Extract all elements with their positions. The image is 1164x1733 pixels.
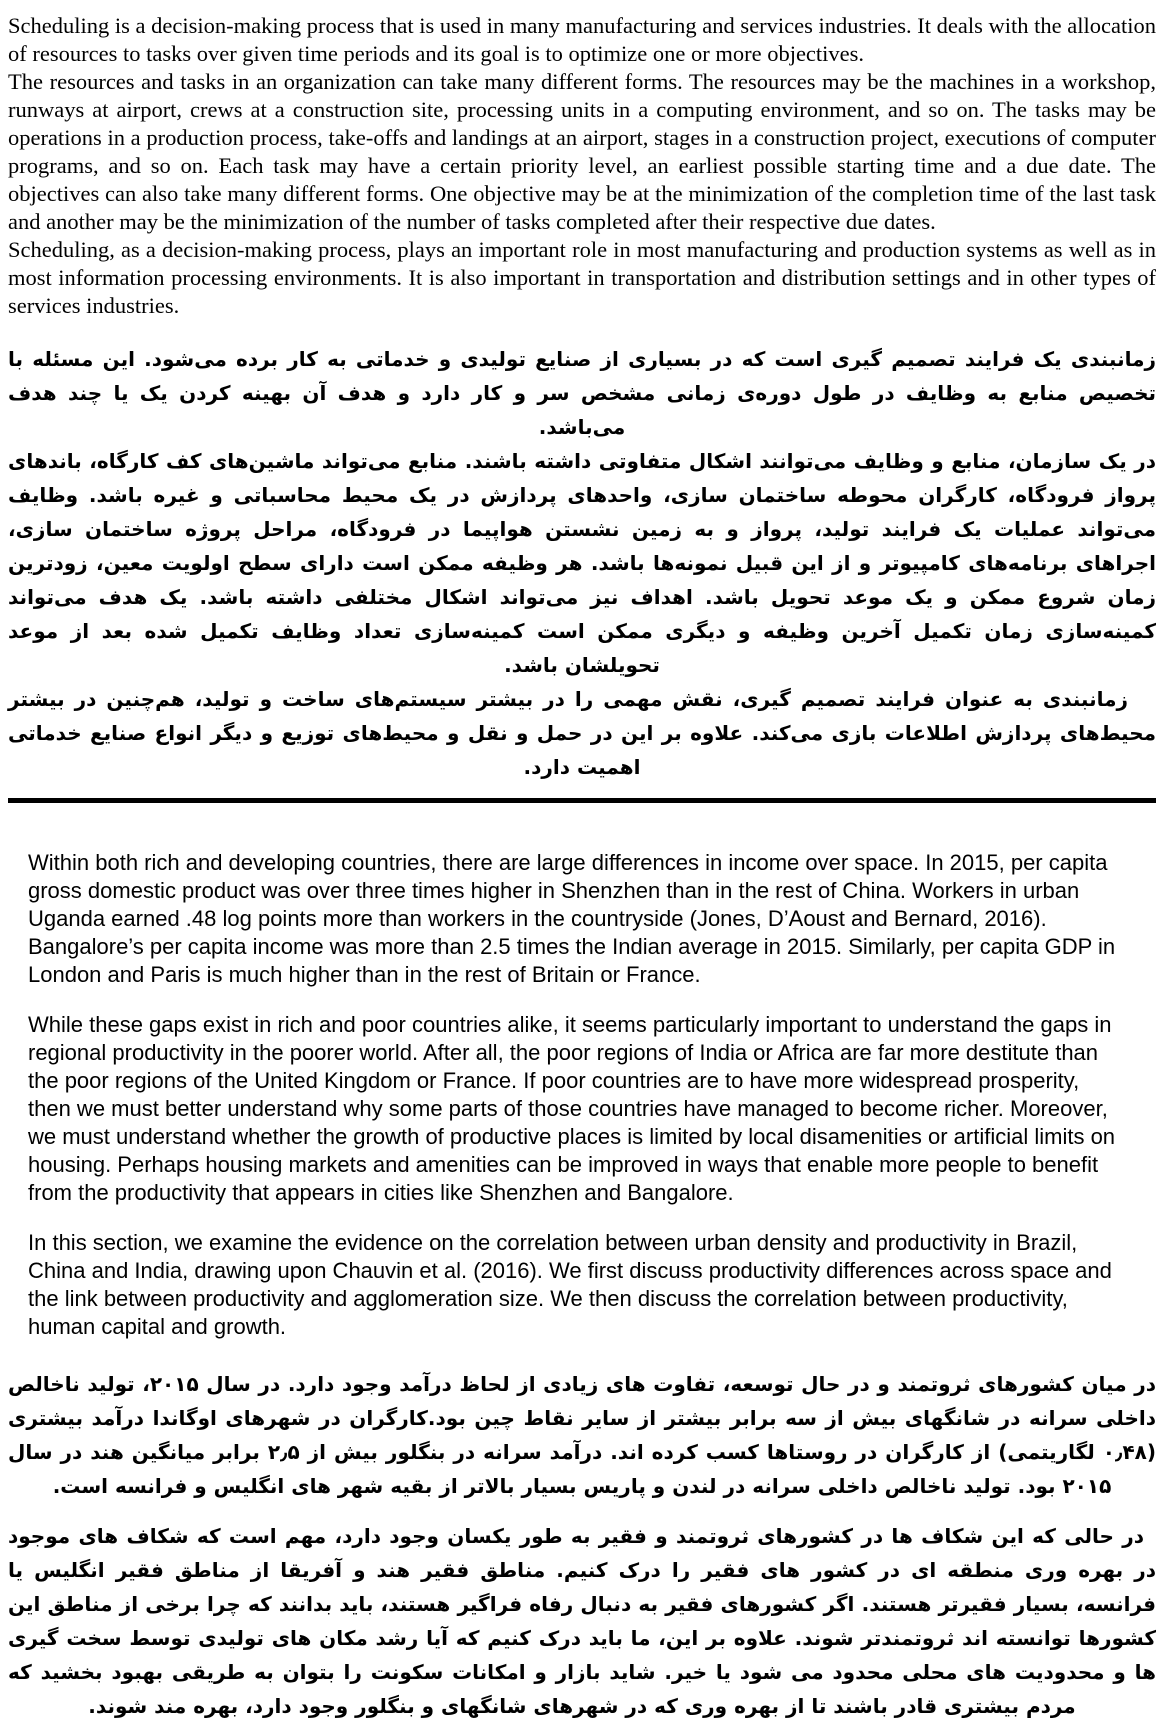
urban-english-paragraph-2: While these gaps exist in rich and poor countries alike, it seems particularly important to understand the gaps in regional productivity in the poorer world. After all, the poor regions of India or Africa are far more destitute than the poor regions of the United Kingdom or France. If poor countries are to have more widespread prosperity, then we must better understand why some parts of those countries have managed to become richer. Moreover, we must understand whether the growth of productive places is limited by local disamenities or artificial limits on housing. Perhaps housing markets and amenities can be improved in ways that enable more people to benefit from the productivity that appears in cities like Shenzhen and Bangalore. <box>28 1012 1116 1205</box>
urban-persian-paragraph-1: در میان کشورهای ثروتمند و در حال توسعه، تفاوت های زیادی از لحاظ درآمد وجود دارد. در سال ۲۰۱۵، تولید ناخالص داخلی سرانه در شانگهای بیش از سه برابر بیشتر از سایر نقاط چین بود.کارگران در شهرهای اوگاندا درآمد بیشتری (۰٫۴۸ لگاریتمی) از کارگران در روستاها کسب کرده اند. درآمد سرانه در بنگلور بیش از ۲٫۵ برابر میانگین هند در سال ۲۰۱۵ بود. تولید ناخالص داخلی سرانه در لندن و پاریس بسیار بالاتر از بقیه شهر های انگلیس و فرانسه است. <box>8 1372 1157 1498</box>
section-scheduling-persian <box>8 342 1156 784</box>
urban-english-paragraph-3: In this section, we examine the evidence on the correlation between urban density and productivity in Brazil, China and India, drawing upon Chauvin et al. (2016). We first discuss productivity differences across space and the link between productivity and agglomeration size. We then discuss the correlation between productivity, human capital and growth. <box>28 1230 1112 1339</box>
scheduling-english-paragraph-3: Scheduling, as a decision-making process, plays an important role in most manufacturing and production systems as well as in most information processing environments. It is also important in transportation and distribution settings and in other types of services industries. <box>8 237 1156 318</box>
scheduling-persian-paragraph-2: در یک سازمان، منابع و وظایف می‌توانند اشکال متفاوتی داشته باشند. منابع می‌تواند ماشین‌های کف کارگاه، باندهای پرواز فرودگاه، کارگران محوطه ساختمان سازی، واحدهای پردازش در یک محیط محاسباتی و غیره باشد. وظایف می‌تواند عملیات یک فرایند تولید، پرواز و به زمین نشستن هواپیما در فرودگاه، مراحل پروژه ساختمان سازی، اجراهای برنامه‌های کامپیوتر و از این قبیل نمونه‌ها باشد. هر وظیفه ممکن است دارای سطح اولویت معین، زودترین زمان شروع ممکن و یک موعد تحویل باشد. اهداف نیز می‌تواند اشکال مختلفی داشته باشد. یک هدف می‌تواند کمینه‌سازی زمان تکمیل آخرین وظیفه و دیگری ممکن است کمینه‌سازی تعداد وظایف تکمیل شده بعد از موعد تحویلشان باشد. <box>8 449 1156 677</box>
section-divider <box>8 798 1156 803</box>
urban-english-paragraph-1: Within both rich and developing countries, there are large differences in income over space. In 2015, per capita gross domestic product was over three times higher in Shenzhen than in the rest of China. Workers in urban Uganda earned .48 log points more than workers in the countryside (Jones, D’Aoust and Bernard, 2016). Bangalore’s per capita income was more than 2.5 times the Indian average in 2015. Similarly, per capita GDP in London and Paris is much higher than in the rest of Britain or France. <box>28 850 1116 987</box>
scheduling-english-paragraph-1: Scheduling is a decision-making process that is used in many manufacturing and services industries. It deals with the allocation of resources to tasks over given time periods and its goal is to optimize one or more objectives. <box>8 13 1156 66</box>
scheduling-persian-paragraph-3: زمانبندی به عنوان فرایند تصمیم گیری، نقش مهمی را در بیشتر سیستم‌های ساخت و تولید، هم‌چنین در بیشتر محیط‌های پردازش اطلاعات بازی می‌کند. علاوه بر این در حمل و نقل و محیط‌های توزیع و دیگر انواع صنایع خدماتی اهمیت دارد. <box>8 687 1156 779</box>
section-scheduling-english <box>8 12 1156 320</box>
section-urban-english <box>8 849 1156 1341</box>
urban-persian-paragraph-2: در حالی که این شکاف ها در کشورهای ثروتمند و فقیر به طور یکسان وجود دارد، مهم است که شکاف های موجود در بهره وری منطقه ای در کشور های فقیر را درک کنیم. مناطق فقیر هند و آفریقا از مناطق فقیر انگلیس یا فرانسه، بسیار فقیرتر هستند. اگر کشورهای فقیر به دنبال رفاه فراگیر هستند، باید بدانند که چرا برخی از مناطق این کشورها توانسته اند ثروتمندتر شوند. علاوه بر این، ما باید درک کنیم که آیا رشد مکان های تولیدی توسط سخت گیری ها و محدودیت های محلی محدود می شود یا خیر. شاید بازار و امکانات سکونت را بتوان به طریقی بهبود بخشید که مردم بیشتری قادر باشند تا از بهره وری که در شهرهای شانگهای و بنگلور وجود دارد، بهره مند شوند. <box>8 1524 1156 1718</box>
scheduling-persian-paragraph-1: زمانبندی یک فرایند تصمیم گیری است که در بسیاری از صنایع تولیدی و خدماتی به کار برده می‌شود. این مسئله با تخصیص منابع به وظایف در طول دوره‌ی زمانی مشخص سر و کار دارد و هدف آن بهینه کردن یک یا چند هدف می‌باشد. <box>8 347 1156 439</box>
scheduling-english-paragraph-2: The resources and tasks in an organization can take many different forms. The resources may be the machines in a workshop, runways at airport, crews at a construction site, processing units in a computing environment, and so on. The tasks may be operations in a production process, take-offs and landings at an airport, stages in a construction project, executions of computer programs, and so on. Each task may have a certain priority level, an earliest possible starting time and a due date. The objectives can also take many different forms. One objective may be at the minimization of the completion time of the last task and another may be the minimization of the number of tasks completed after their respective due dates. <box>8 69 1156 234</box>
section-urban-persian <box>8 1367 1156 1723</box>
